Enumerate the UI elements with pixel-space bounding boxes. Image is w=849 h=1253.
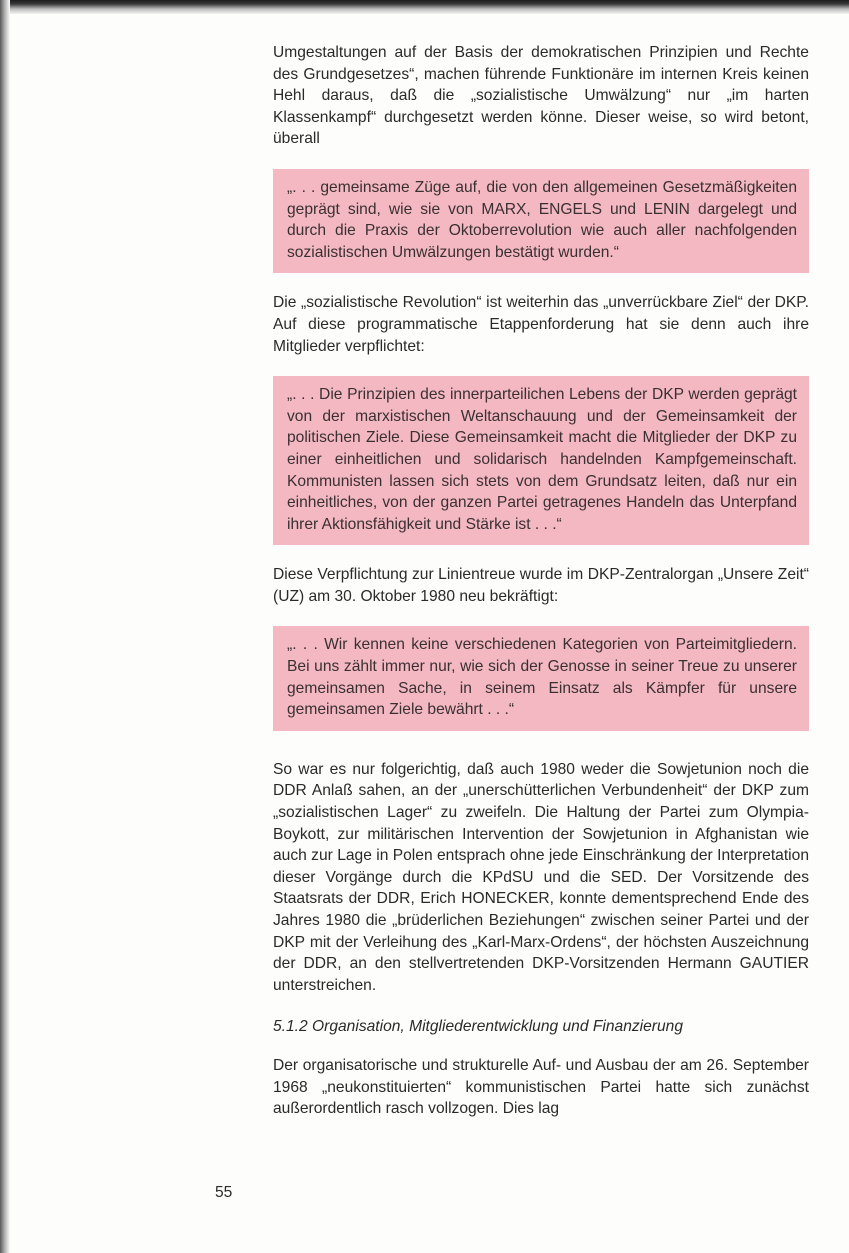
paragraph-intro: Umgestaltungen auf der Basis der demokratischen Prinzipien und Rechte des Grundgesetzes“, machen führende Funktionäre im internen Kreis keinen Hehl daraus, daß die „sozialistische Umwälzung“ nur „im harten Klassenkampf“ durchgesetzt werden könne. Dieser weise, so wird betont, überall [273,44,809,148]
scan-left-edge [0,0,10,1253]
paragraph-1980: So war es nur folgerichtig, daß auch 1980 weder die Sowjetunion noch die DDR Anlaß sahen, an der „unerschütterlichen Verbundenheit“ der DKP zum „sozialistischen Lager“ zu zweifeln. Die Haltung der Partei zum Olympia-Boykott, zur militärischen Intervention der Sowjetunion in Afghanistan wie auch zur Lage in Polen entsprach ohne jede Einschränkung der Interpretation dieser Vorgänge durch die KPdSU und die SED. Der Vorsitzende des Staatsrats der DDR, Erich HONECKER, konnte dementsprechend Ende des Jahres 1980 die „brüderlichen Beziehungen“ zwischen seiner Partei und der DKP mit der Verleihung des „Karl-Marx-Ordens“, der höchsten Auszeichnung der DDR, an den stellvertretenden DKP-Vorsitzenden Hermann GAUTIER unterstreichen. [273,760,809,994]
paragraph-organisation: Der organisatorische und strukturelle Auf- und Ausbau der am 26. September 1968 „neukonstituierten“ kommunistischen Partei hatte sich zunächst außerordentlich rasch vollzogen. Dies lag [273,1056,809,1118]
quote-text-2: „. . . Die Prinzipien des innerparteilichen Lebens der DKP werden geprägt von der marxistischen Weltanschauung und der Gemeinsamkeit der politischen Ziele. Diese Gemeinsamkeit macht die Mitglieder der DKP zu einer einheitlichen und solidarisch handelnden Kampfgemeinschaft. Kommunisten lassen sich stets von dem Grundsatz leiten, daß nur ein einheitliches, von der ganzen Partei getragenes Handeln das Unterpfand ihrer Aktionsfähigkeit und Stärke ist . . .“ [287,386,797,533]
quote-block-2 [273,376,809,545]
quote-text-1: „. . . gemeinsame Züge auf, die von den allgemeinen Gesetzmäßigkeiten geprägt sind, wie sie von MARX, ENGELS und LENIN dargelegt und durch die Praxis der Oktoberrevolution wie auch aller nachfolgenden sozialistischen Umwälzungen bestätigt wurden.“ [287,178,797,261]
page-number: 55 [215,1184,233,1201]
scan-top-edge [0,0,849,14]
paragraph-revolution: Die „sozialistische Revolution“ ist weiterhin das „unverrückbare Ziel“ der DKP. Auf diese programmatische Etappenforderung hat sie denn auch ihre Mitglieder verpflichtet: [273,294,809,355]
paragraph-obligation: Diese Verpflichtung zur Linientreue wurde im DKP-Zentralorgan „Unsere Zeit“ (UZ) am 30. Oktober 1980 neu bekräftigt: [273,566,809,605]
quote-text-3: „. . . Wir kennen keine verschiedenen Kategorien von Parteimitgliedern. Bei uns zählt immer nur, wie sich der Genosse in seiner Treue zu unserer gemeinsamen Sache, in seinem Einsatz als Kämpfer für unsere gemeinsamen Ziele bewährt . . .“ [287,636,797,719]
section-heading: 5.1.2 Organisation, Mitgliederentwicklung und Finanzierung [273,1018,684,1036]
quote-block-3 [273,626,809,730]
quote-block-1 [273,169,809,273]
page-content [273,42,809,1120]
